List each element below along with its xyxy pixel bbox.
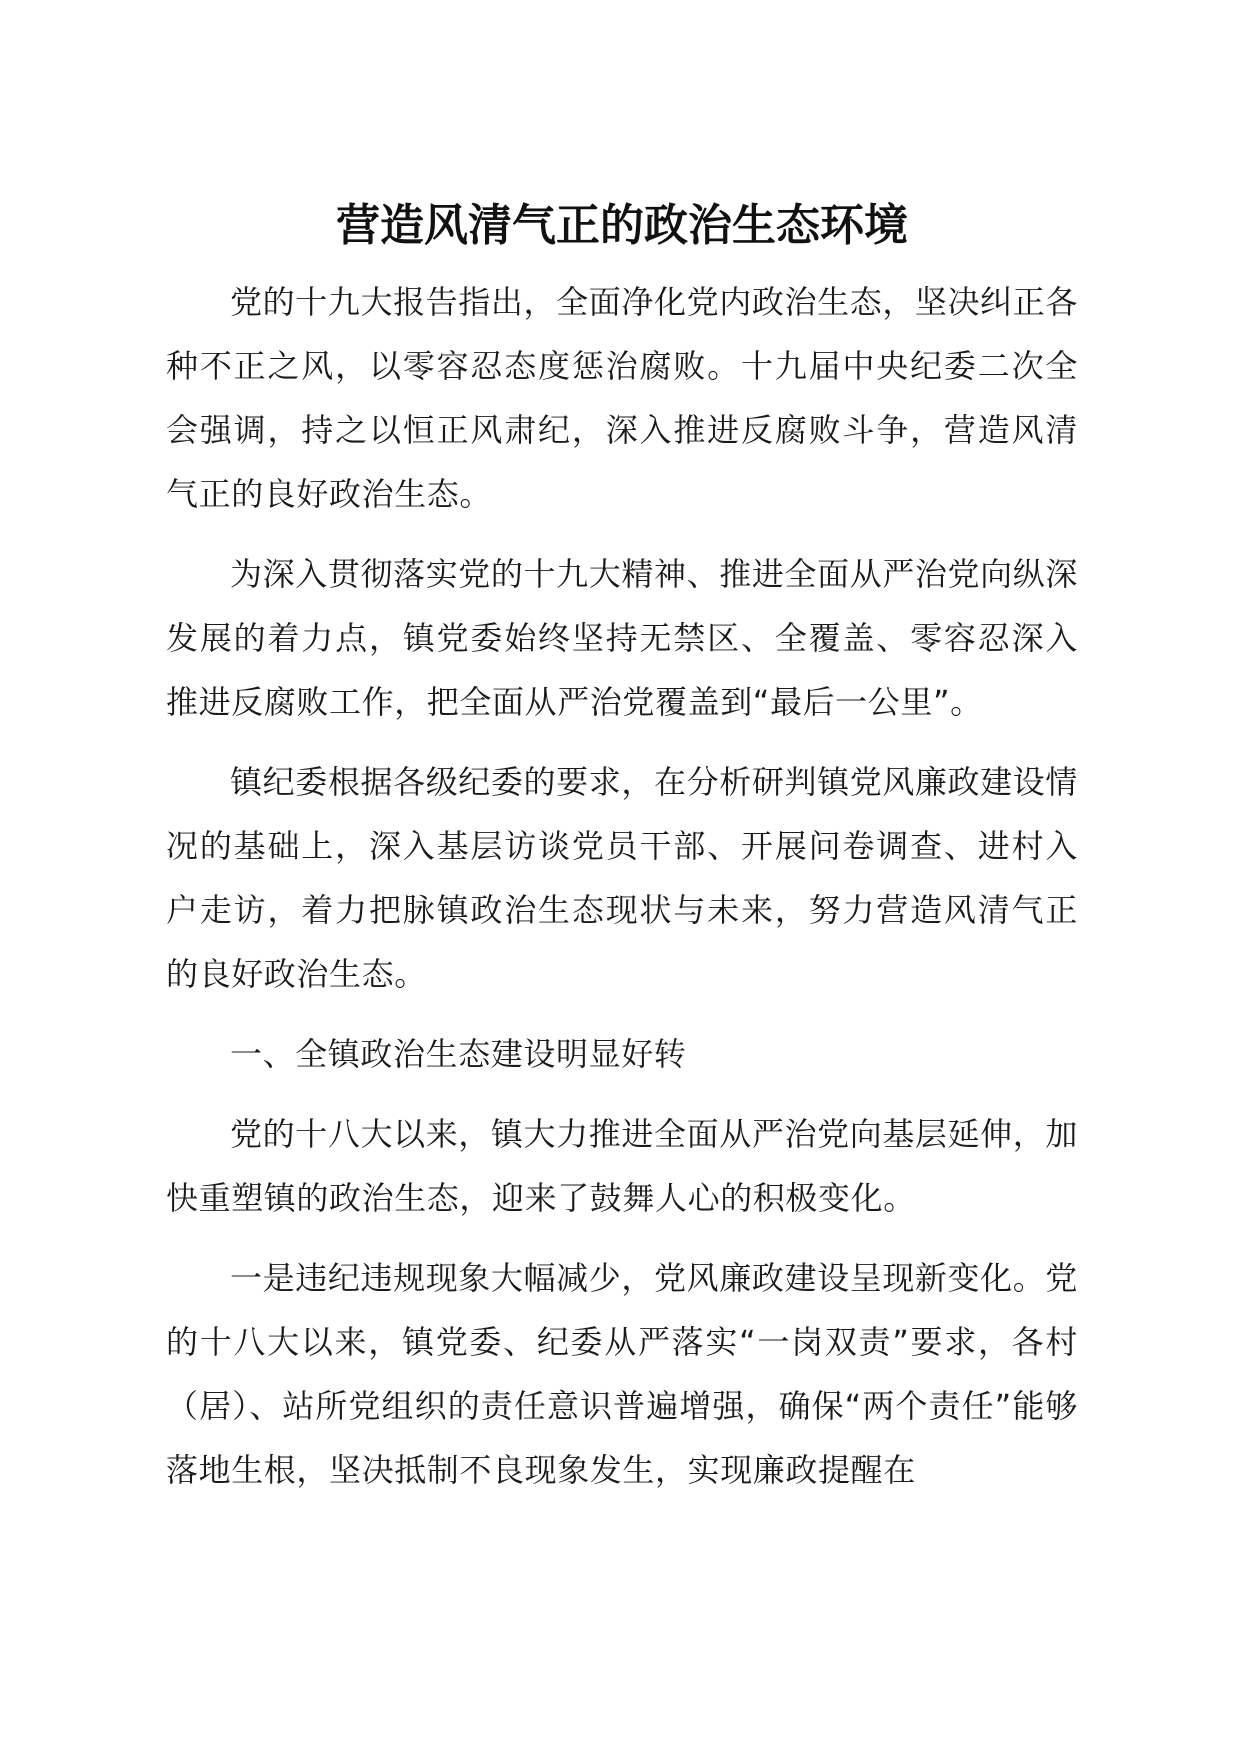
paragraph-investigation: 镇纪委根据各级纪委的要求，在分析研判镇党风廉政建设情况的基础上，深入基层访谈党员干部、开展问卷调查、进村入户走访，着力把脉镇政治生态现状与未来，努力营造风清气正的良好政治生态。 [166, 763, 1078, 993]
document-title: 营造风清气正的政治生态环境 [336, 200, 908, 251]
section-heading: 一、全镇政治生态建设明显好转 [230, 1035, 687, 1073]
document-body [166, 196, 1078, 1518]
paragraph-section-point-one: 一是违纪违规现象大幅减少，党风廉政建设呈现新变化。党的十八大以来，镇党委、纪委从严落实“一岗双责”要求，各村（居）、站所党组织的责任意识普遍增强，确保“两个责任”能够落地生根，坚决抵制不良现象发生，实现廉政提醒在 [166, 1259, 1078, 1489]
paragraph-section-overview: 党的十八大以来，镇大力推进全面从严治党向基层延伸，加快重塑镇的政治生态，迎来了鼓舞人心的积极变化。 [166, 1115, 1078, 1217]
paragraph-intro: 党的十九大报告指出，全面净化党内政治生态，坚决纠正各种不正之风，以零容忍态度惩治腐败。十九届中央纪委二次全会强调，持之以恒正风肃纪，深入推进反腐败斗争，营造风清气正的良好政治生态。 [166, 283, 1078, 513]
paragraph-implementation: 为深入贯彻落实党的十九大精神、推进全面从严治党向纵深发展的着力点，镇党委始终坚持无禁区、全覆盖、零容忍深入推进反腐败工作，把全面从严治党覆盖到“最后一公里”。 [166, 555, 1078, 721]
